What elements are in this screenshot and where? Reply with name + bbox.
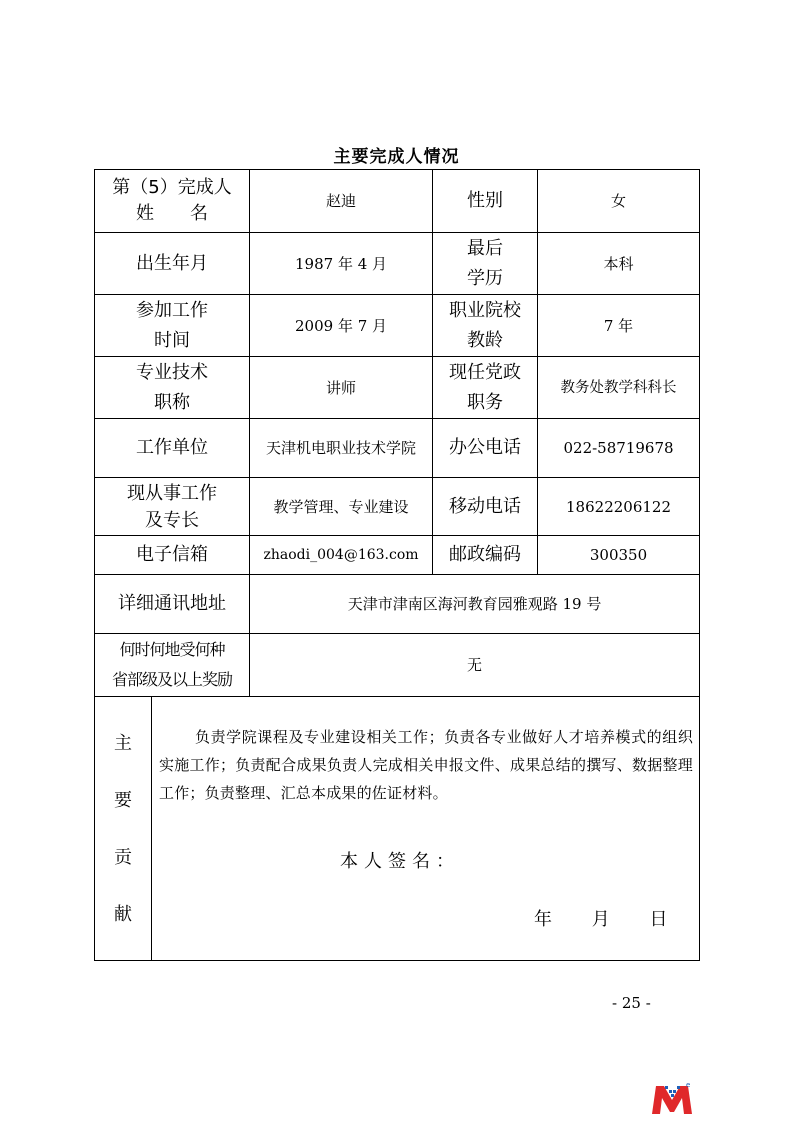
postcode-label: 邮政编码 [433, 536, 538, 575]
label-cell [95, 170, 250, 233]
label-text: 何时何地受何种 [119, 640, 225, 659]
table-row [95, 170, 700, 233]
teaching-years-label [433, 295, 538, 357]
table-row [95, 357, 700, 419]
award-value: 无 [250, 634, 700, 697]
name-value: 赵迪 [250, 170, 433, 233]
office-phone-label: 办公电话 [433, 419, 538, 478]
position-label [433, 357, 538, 419]
award-label [95, 634, 250, 697]
education-label [433, 233, 538, 295]
table-row [95, 419, 700, 478]
postcode-value: 300350 [538, 536, 700, 575]
label-text: 最后 [467, 237, 504, 259]
office-phone-value: 022-58719678 [538, 419, 700, 478]
title-value: 讲师 [250, 357, 433, 419]
expertise-label [95, 478, 250, 536]
label-text: 时间 [154, 329, 190, 351]
date-month: 月 [591, 909, 610, 930]
table-row [95, 295, 700, 357]
label-char: 贡 [114, 846, 132, 868]
teaching-years-value: 7 年 [538, 295, 700, 357]
contribution-label [95, 697, 152, 961]
table-row [95, 634, 700, 697]
address-label: 详细通讯地址 [95, 575, 250, 634]
birth-label: 出生年月 [95, 233, 250, 295]
label-text: 职务 [467, 391, 504, 413]
table-row [95, 575, 700, 634]
table-row [95, 536, 700, 575]
label-char: 要 [114, 789, 132, 811]
mobile-value: 18622206122 [538, 478, 700, 536]
signature-date [534, 905, 667, 935]
contribution-text: 负责学院课程及专业建设相关工作；负责各专业做好人才培养模式的组织实施工作；负责配合成果负责人完成相关申报文件、成果总结的撰写、数据整理工作；负责整理、汇总本成果的佐证材料。 [159, 728, 694, 802]
table-row [95, 478, 700, 536]
signature-label: 本人签名： [340, 851, 460, 872]
date-year: 年 [534, 909, 552, 930]
birth-value: 1987 年 4 月 [250, 233, 433, 295]
gender-value: 女 [538, 170, 700, 233]
gender-label: 性别 [433, 170, 538, 233]
date-day: 日 [649, 909, 668, 930]
label-text: 及专长 [145, 509, 199, 531]
label-text: 参加工作 [136, 299, 208, 321]
email-label: 电子信箱 [95, 536, 250, 575]
label-text: 现任党政 [449, 361, 522, 383]
label-text: 专业技术 [136, 361, 208, 383]
label-text: 教龄 [467, 329, 504, 351]
label-text: 姓 名 [136, 203, 208, 224]
table-row [95, 697, 700, 961]
info-table [94, 169, 700, 961]
label-text: 第（5）完成人 [112, 177, 232, 198]
title-label [95, 357, 250, 419]
employer-value: 天津机电职业技术学院 [250, 419, 433, 478]
position-value: 教务处教学科科长 [538, 357, 700, 419]
label-char: 主 [114, 732, 132, 754]
page-number: - 25 - [612, 994, 651, 1012]
contribution-cell [152, 697, 700, 961]
label-text: 省部级及以上奖励 [112, 670, 233, 689]
label-text: 学历 [467, 267, 504, 289]
education-value: 本科 [538, 233, 700, 295]
label-text: 职称 [154, 391, 190, 413]
label-text: 现从事工作 [127, 482, 217, 504]
address-value: 天津市津南区海河教育园雅观路 19 号 [250, 575, 700, 634]
email-value: zhaodi_004@163.com [250, 536, 433, 575]
table-row [95, 233, 700, 295]
publisher-logo-icon [650, 1080, 694, 1116]
expertise-value: 教学管理、专业建设 [250, 478, 433, 536]
mobile-label: 移动电话 [433, 478, 538, 536]
label-text: 职业院校 [449, 299, 522, 321]
work-start-value: 2009 年 7 月 [250, 295, 433, 357]
page-title: 主要完成人情况 [333, 147, 460, 167]
svg-text:e: e [686, 1081, 691, 1089]
work-start-label [95, 295, 250, 357]
employer-label: 工作单位 [95, 419, 250, 478]
label-char: 献 [114, 903, 132, 925]
